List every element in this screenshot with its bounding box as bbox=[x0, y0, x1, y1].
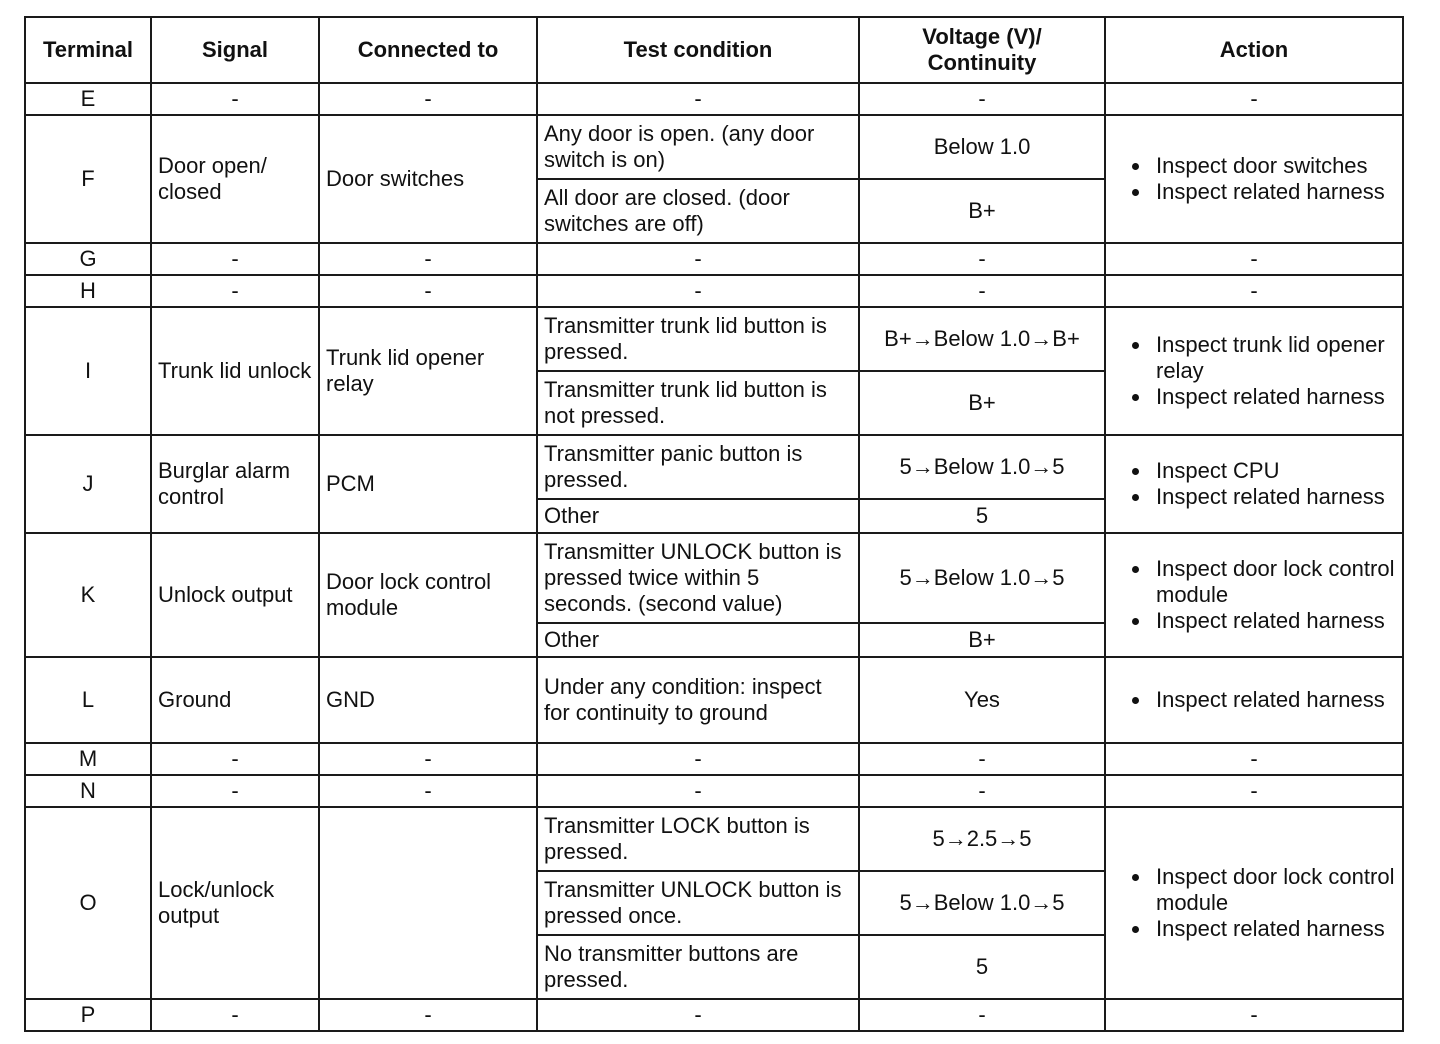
voltage-cell: - bbox=[859, 775, 1105, 807]
voltage-cell: 5 bbox=[859, 499, 1105, 533]
voltage-cell: B+→Below 1.0→B+ bbox=[859, 307, 1105, 371]
action-cell: - bbox=[1105, 743, 1403, 775]
connected-to-cell: Trunk lid opener relay bbox=[319, 307, 537, 435]
test-condition-cell: No transmitter buttons are pressed. bbox=[537, 935, 859, 999]
test-condition-cell: Other bbox=[537, 499, 859, 533]
test-condition-cell: - bbox=[537, 743, 859, 775]
action-list bbox=[1112, 458, 1396, 510]
test-condition-cell: All door are closed. (door switches are off) bbox=[537, 179, 859, 243]
terminal-cell: M bbox=[25, 743, 151, 775]
voltage-cell: 5→Below 1.0→5 bbox=[859, 871, 1105, 935]
test-condition-cell: Transmitter trunk lid button is not pressed. bbox=[537, 371, 859, 435]
terminal-cell: F bbox=[25, 115, 151, 243]
test-condition-cell: Other bbox=[537, 623, 859, 657]
action-cell bbox=[1105, 657, 1403, 743]
header-test-condition: Test condition bbox=[537, 17, 859, 83]
terminal-cell: L bbox=[25, 657, 151, 743]
terminal-cell: J bbox=[25, 435, 151, 533]
connected-to-cell: Door lock control module bbox=[319, 533, 537, 657]
test-condition-cell: Under any condition: inspect for continuity to ground bbox=[537, 657, 859, 743]
action-item: • Inspect related harness bbox=[1152, 384, 1396, 410]
terminal-cell: I bbox=[25, 307, 151, 435]
action-item: • Inspect CPU bbox=[1152, 458, 1396, 484]
action-cell: - bbox=[1105, 775, 1403, 807]
table-row-i bbox=[25, 307, 1403, 371]
connected-to-cell: - bbox=[319, 743, 537, 775]
action-cell bbox=[1105, 807, 1403, 999]
action-item: • Inspect related harness bbox=[1152, 687, 1396, 713]
table-row-j bbox=[25, 435, 1403, 499]
action-list bbox=[1112, 687, 1396, 713]
action-item: • Inspect trunk lid opener relay bbox=[1152, 332, 1396, 384]
action-list bbox=[1112, 864, 1396, 942]
voltage-cell: B+ bbox=[859, 623, 1105, 657]
action-cell bbox=[1105, 307, 1403, 435]
signal-cell: - bbox=[151, 275, 319, 307]
test-condition-cell: - bbox=[537, 999, 859, 1031]
header-connected-to: Connected to bbox=[319, 17, 537, 83]
test-condition-cell: - bbox=[537, 243, 859, 275]
table-row-o bbox=[25, 807, 1403, 871]
header-signal: Signal bbox=[151, 17, 319, 83]
table-row-k bbox=[25, 533, 1403, 623]
table-row-m bbox=[25, 743, 1403, 775]
voltage-cell: - bbox=[859, 999, 1105, 1031]
table-row-f bbox=[25, 115, 1403, 179]
test-condition-cell: Transmitter UNLOCK button is pressed once. bbox=[537, 871, 859, 935]
test-condition-cell: - bbox=[537, 775, 859, 807]
table-row-n bbox=[25, 775, 1403, 807]
voltage-cell: B+ bbox=[859, 371, 1105, 435]
signal-cell: Unlock output bbox=[151, 533, 319, 657]
table-row-e bbox=[25, 83, 1403, 115]
inspection-table-container bbox=[24, 16, 1402, 1032]
action-item: • Inspect door switches bbox=[1152, 153, 1396, 179]
voltage-cell: 5→Below 1.0→5 bbox=[859, 533, 1105, 623]
action-cell: - bbox=[1105, 999, 1403, 1031]
header-action: Action bbox=[1105, 17, 1403, 83]
test-condition-cell: Transmitter LOCK button is pressed. bbox=[537, 807, 859, 871]
signal-cell: Lock/unlock output bbox=[151, 807, 319, 999]
voltage-cell: - bbox=[859, 275, 1105, 307]
terminal-cell: N bbox=[25, 775, 151, 807]
action-cell: - bbox=[1105, 275, 1403, 307]
terminal-cell: H bbox=[25, 275, 151, 307]
action-item: • Inspect related harness bbox=[1152, 179, 1396, 205]
connected-to-cell: - bbox=[319, 243, 537, 275]
connected-to-cell: Door switches bbox=[319, 115, 537, 243]
voltage-cell: - bbox=[859, 243, 1105, 275]
voltage-cell: - bbox=[859, 83, 1105, 115]
action-list bbox=[1112, 332, 1396, 410]
connected-to-cell bbox=[319, 807, 537, 999]
test-condition-cell: Transmitter trunk lid button is pressed. bbox=[537, 307, 859, 371]
terminal-cell: O bbox=[25, 807, 151, 999]
terminal-cell: K bbox=[25, 533, 151, 657]
voltage-cell: Below 1.0 bbox=[859, 115, 1105, 179]
connected-to-cell: GND bbox=[319, 657, 537, 743]
signal-cell: Trunk lid unlock bbox=[151, 307, 319, 435]
action-item: • Inspect related harness bbox=[1152, 484, 1396, 510]
action-item: • Inspect door lock control module bbox=[1152, 864, 1396, 916]
terminal-cell: G bbox=[25, 243, 151, 275]
action-item: • Inspect related harness bbox=[1152, 916, 1396, 942]
action-cell: - bbox=[1105, 243, 1403, 275]
action-cell bbox=[1105, 115, 1403, 243]
terminal-cell: E bbox=[25, 83, 151, 115]
terminal-cell: P bbox=[25, 999, 151, 1031]
test-condition-cell: Transmitter panic button is pressed. bbox=[537, 435, 859, 499]
table-row-l bbox=[25, 657, 1403, 743]
connected-to-cell: PCM bbox=[319, 435, 537, 533]
signal-cell: - bbox=[151, 743, 319, 775]
voltage-cell: Yes bbox=[859, 657, 1105, 743]
signal-cell: - bbox=[151, 243, 319, 275]
action-item: • Inspect door lock control module bbox=[1152, 556, 1396, 608]
signal-cell: - bbox=[151, 999, 319, 1031]
connected-to-cell: - bbox=[319, 83, 537, 115]
table-row-g bbox=[25, 243, 1403, 275]
signal-cell: - bbox=[151, 775, 319, 807]
action-item: • Inspect related harness bbox=[1152, 608, 1396, 634]
table-row-h bbox=[25, 275, 1403, 307]
connected-to-cell: - bbox=[319, 999, 537, 1031]
signal-cell: Ground bbox=[151, 657, 319, 743]
test-condition-cell: - bbox=[537, 83, 859, 115]
action-list bbox=[1112, 556, 1396, 634]
connected-to-cell: - bbox=[319, 775, 537, 807]
voltage-cell: 5→Below 1.0→5 bbox=[859, 435, 1105, 499]
voltage-cell: B+ bbox=[859, 179, 1105, 243]
action-cell: - bbox=[1105, 83, 1403, 115]
signal-cell: - bbox=[151, 83, 319, 115]
signal-cell: Door open/ closed bbox=[151, 115, 319, 243]
header-voltage: Voltage (V)/ Continuity bbox=[859, 17, 1105, 83]
signal-cell: Burglar alarm control bbox=[151, 435, 319, 533]
table-row-p bbox=[25, 999, 1403, 1031]
voltage-cell: 5→2.5→5 bbox=[859, 807, 1105, 871]
terminal-inspection-table bbox=[24, 16, 1404, 1032]
action-cell bbox=[1105, 533, 1403, 657]
header-terminal: Terminal bbox=[25, 17, 151, 83]
test-condition-cell: Any door is open. (any door switch is on) bbox=[537, 115, 859, 179]
header-row bbox=[25, 17, 1403, 83]
voltage-cell: 5 bbox=[859, 935, 1105, 999]
test-condition-cell: - bbox=[537, 275, 859, 307]
action-cell bbox=[1105, 435, 1403, 533]
test-condition-cell: Transmitter UNLOCK button is pressed twice within 5 seconds. (second value) bbox=[537, 533, 859, 623]
connected-to-cell: - bbox=[319, 275, 537, 307]
action-list bbox=[1112, 153, 1396, 205]
voltage-cell: - bbox=[859, 743, 1105, 775]
